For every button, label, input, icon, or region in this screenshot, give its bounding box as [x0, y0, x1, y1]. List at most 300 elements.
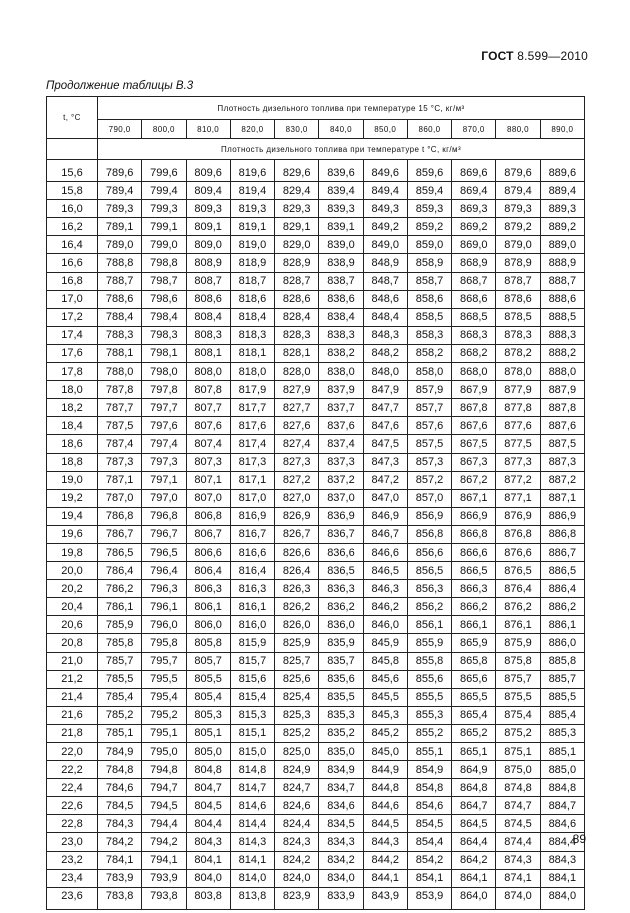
density-cell: 845,9: [363, 634, 407, 652]
density-cell: 824,9: [275, 761, 319, 779]
density-cell: 825,6: [275, 670, 319, 688]
density-cell: 878,3: [496, 326, 540, 344]
density-cell: 788,3: [98, 326, 142, 344]
density-cell: 875,4: [496, 706, 540, 724]
density-cell: 847,5: [363, 435, 407, 453]
density-cell: 836,5: [319, 562, 363, 580]
density15-column-header: 880,0: [496, 120, 540, 139]
density-cell: 846,5: [363, 562, 407, 580]
density-cell: 878,0: [496, 363, 540, 381]
density-cell: 889,2: [540, 218, 584, 236]
density-cell: 847,9: [363, 381, 407, 399]
density-cell: 887,6: [540, 417, 584, 435]
density-cell: 865,1: [452, 743, 496, 761]
density-cell: 847,6: [363, 417, 407, 435]
density-cell: 839,6: [319, 160, 363, 182]
temperature-cell: 19,0: [47, 471, 98, 489]
density-cell: 818,9: [230, 254, 274, 272]
density-cell: 865,6: [452, 670, 496, 688]
density-cell: 825,7: [275, 652, 319, 670]
density-cell: 828,7: [275, 272, 319, 290]
density-cell: 804,3: [186, 833, 230, 851]
density-cell: 878,9: [496, 254, 540, 272]
table-row: [47, 833, 585, 851]
density-cell: 814,7: [230, 779, 274, 797]
density-cell: 885,8: [540, 652, 584, 670]
density-cell: 876,8: [496, 525, 540, 543]
density-cell: 824,7: [275, 779, 319, 797]
density-cell: 846,9: [363, 507, 407, 525]
density-cell: 855,3: [407, 706, 451, 724]
density-cell: 857,3: [407, 453, 451, 471]
density-cell: 848,3: [363, 326, 407, 344]
density-cell: 835,5: [319, 688, 363, 706]
density-cell: 886,2: [540, 598, 584, 616]
density-cell: 828,6: [275, 290, 319, 308]
density-cell: 849,3: [363, 200, 407, 218]
density-cell: 809,4: [186, 182, 230, 200]
density-cell: 795,0: [142, 743, 186, 761]
temperature-cell: 17,4: [47, 326, 98, 344]
density-cell: 818,6: [230, 290, 274, 308]
density-cell: 784,6: [98, 779, 142, 797]
density-cell: 806,8: [186, 507, 230, 525]
table-row: [47, 706, 585, 724]
density-cell: 784,9: [98, 743, 142, 761]
density-cell: 884,4: [540, 833, 584, 851]
density-cell: 805,8: [186, 634, 230, 652]
density-cell: 867,9: [452, 381, 496, 399]
density-cell: 886,5: [540, 562, 584, 580]
density-cell: 818,3: [230, 326, 274, 344]
density-cell: 814,3: [230, 833, 274, 851]
density-cell: 854,1: [407, 869, 451, 887]
density-cell: 798,3: [142, 326, 186, 344]
density-cell: 855,9: [407, 634, 451, 652]
density-cell: 869,3: [452, 200, 496, 218]
density-cell: 846,0: [363, 616, 407, 634]
density-cell: 844,2: [363, 851, 407, 869]
table-row: [47, 743, 585, 761]
density-cell: 826,3: [275, 580, 319, 598]
density-cell: 839,3: [319, 200, 363, 218]
density-cell: 807,8: [186, 381, 230, 399]
density-cell: 793,8: [142, 887, 186, 909]
density-cell: 844,6: [363, 797, 407, 815]
density-cell: 786,7: [98, 525, 142, 543]
density-cell: 796,7: [142, 525, 186, 543]
density-cell: 796,1: [142, 598, 186, 616]
density-cell: 813,8: [230, 887, 274, 909]
density-cell: 786,2: [98, 580, 142, 598]
density-cell: 868,3: [452, 326, 496, 344]
density-cell: 864,0: [452, 887, 496, 909]
table-row: [47, 344, 585, 362]
density-cell: 834,7: [319, 779, 363, 797]
temperature-cell: 15,8: [47, 182, 98, 200]
density-cell: 846,7: [363, 525, 407, 543]
density-cell: 785,2: [98, 706, 142, 724]
temperature-cell: 22,0: [47, 743, 98, 761]
density-cell: 818,7: [230, 272, 274, 290]
density15-column-header: 890,0: [540, 120, 584, 139]
density-cell: 816,6: [230, 543, 274, 561]
density-cell: 854,4: [407, 833, 451, 851]
density-cell: 807,0: [186, 489, 230, 507]
density-cell: 867,8: [452, 399, 496, 417]
density-cell: 805,0: [186, 743, 230, 761]
density-cell: 866,9: [452, 507, 496, 525]
density15-column-header: 850,0: [363, 120, 407, 139]
density-cell: 838,2: [319, 344, 363, 362]
density-cell: 856,2: [407, 598, 451, 616]
density-cell: 879,6: [496, 160, 540, 182]
density-cell: 884,0: [540, 887, 584, 909]
density-cell: 877,1: [496, 489, 540, 507]
density-cell: 825,3: [275, 706, 319, 724]
density-cell: 817,1: [230, 471, 274, 489]
table-row: [47, 471, 585, 489]
density-cell: 885,0: [540, 761, 584, 779]
density-cell: 838,9: [319, 254, 363, 272]
table-row: [47, 435, 585, 453]
temperature-cell: 18,8: [47, 453, 98, 471]
density-cell: 848,2: [363, 344, 407, 362]
density-cell: 875,1: [496, 743, 540, 761]
density-cell: 839,1: [319, 218, 363, 236]
density-cell: 867,3: [452, 453, 496, 471]
density-cell: 808,0: [186, 363, 230, 381]
density-cell: 789,3: [98, 200, 142, 218]
density-cell: 799,3: [142, 200, 186, 218]
density-cell: 837,2: [319, 471, 363, 489]
density-cell: 866,5: [452, 562, 496, 580]
density-cell: 843,9: [363, 887, 407, 909]
density-cell: 836,9: [319, 507, 363, 525]
density-cell: 886,1: [540, 616, 584, 634]
density-cell: 866,1: [452, 616, 496, 634]
density-cell: 785,9: [98, 616, 142, 634]
density-cell: 838,7: [319, 272, 363, 290]
density-cell: 845,0: [363, 743, 407, 761]
density-cell: 794,8: [142, 761, 186, 779]
density-cell: 809,1: [186, 218, 230, 236]
density-cell: 846,2: [363, 598, 407, 616]
table-row: [47, 887, 585, 909]
density-cell: 794,2: [142, 833, 186, 851]
table-row: [47, 399, 585, 417]
density-cell: 786,8: [98, 507, 142, 525]
table-row: [47, 200, 585, 218]
density-cell: 878,5: [496, 308, 540, 326]
density-cell: 798,7: [142, 272, 186, 290]
temperature-cell: 21,2: [47, 670, 98, 688]
density-cell: 877,6: [496, 417, 540, 435]
density-cell: 864,7: [452, 797, 496, 815]
density-cell: 809,3: [186, 200, 230, 218]
density-cell: 827,2: [275, 471, 319, 489]
density-cell: 874,5: [496, 815, 540, 833]
table-row: [47, 160, 585, 182]
density-cell: 877,9: [496, 381, 540, 399]
density-cell: 837,9: [319, 381, 363, 399]
density-cell: 868,7: [452, 272, 496, 290]
density-cell: 798,0: [142, 363, 186, 381]
table-caption: Продолжение таблицы В.3: [46, 80, 194, 92]
table-row: [47, 670, 585, 688]
density-cell: 888,7: [540, 272, 584, 290]
density-cell: 864,1: [452, 869, 496, 887]
densityt-header: Плотность дизельного топлива при температуре t °С, кг/м³: [98, 139, 585, 160]
density-cell: 864,9: [452, 761, 496, 779]
density-cell: 819,4: [230, 182, 274, 200]
density-cell: 844,3: [363, 833, 407, 851]
density-cell: 829,0: [275, 236, 319, 254]
density-cell: 783,9: [98, 869, 142, 887]
table-row: [47, 182, 585, 200]
density-cell: 826,9: [275, 507, 319, 525]
table-row: [47, 598, 585, 616]
density-cell: 859,6: [407, 160, 451, 182]
density-cell: 819,6: [230, 160, 274, 182]
density-cell: 865,2: [452, 724, 496, 742]
density-cell: 817,7: [230, 399, 274, 417]
density-cell: 835,6: [319, 670, 363, 688]
density-cell: 825,4: [275, 688, 319, 706]
density-cell: 885,4: [540, 706, 584, 724]
density-cell: 848,9: [363, 254, 407, 272]
density-cell: 806,0: [186, 616, 230, 634]
density-cell: 868,5: [452, 308, 496, 326]
density-cell: 858,7: [407, 272, 451, 290]
standard-label: ГОСТ: [481, 49, 514, 63]
density-cell: 835,3: [319, 706, 363, 724]
density-cell: 856,9: [407, 507, 451, 525]
density-cell: 885,5: [540, 688, 584, 706]
standard-code: 8.599—2010: [517, 49, 588, 63]
density-cell: 877,8: [496, 399, 540, 417]
density-table: [46, 96, 585, 910]
density-cell: 815,7: [230, 652, 274, 670]
density-cell: 884,3: [540, 851, 584, 869]
density-cell: 878,2: [496, 344, 540, 362]
density-cell: 887,8: [540, 399, 584, 417]
density-cell: 785,8: [98, 634, 142, 652]
density-cell: 827,6: [275, 417, 319, 435]
density-cell: 826,7: [275, 525, 319, 543]
density-cell: 786,5: [98, 543, 142, 561]
density-cell: 805,3: [186, 706, 230, 724]
density-cell: 789,1: [98, 218, 142, 236]
density-cell: 806,4: [186, 562, 230, 580]
density-cell: 844,1: [363, 869, 407, 887]
density-cell: 804,0: [186, 869, 230, 887]
density-cell: 845,5: [363, 688, 407, 706]
table-row: [47, 218, 585, 236]
temperature-cell: 20,6: [47, 616, 98, 634]
density-cell: 824,2: [275, 851, 319, 869]
table-row: [47, 236, 585, 254]
density-cell: 828,1: [275, 344, 319, 362]
density-cell: 786,1: [98, 598, 142, 616]
density-cell: 815,6: [230, 670, 274, 688]
density-cell: 816,9: [230, 507, 274, 525]
density-cell: 789,6: [98, 160, 142, 182]
density-cell: 884,7: [540, 797, 584, 815]
temperature-cell: 22,2: [47, 761, 98, 779]
density-cell: 889,4: [540, 182, 584, 200]
density-cell: 886,4: [540, 580, 584, 598]
density-cell: 826,0: [275, 616, 319, 634]
density-cell: 858,5: [407, 308, 451, 326]
temperature-cell: 23,2: [47, 851, 98, 869]
density-cell: 838,3: [319, 326, 363, 344]
density-cell: 805,7: [186, 652, 230, 670]
density-cell: 808,7: [186, 272, 230, 290]
table-row: [47, 272, 585, 290]
density-cell: 886,8: [540, 525, 584, 543]
density-cell: 814,1: [230, 851, 274, 869]
density-cell: 854,8: [407, 779, 451, 797]
density-cell: 876,9: [496, 507, 540, 525]
density-cell: 818,4: [230, 308, 274, 326]
density-cell: 866,8: [452, 525, 496, 543]
table-row: [47, 254, 585, 272]
density-cell: 787,0: [98, 489, 142, 507]
density-cell: 795,8: [142, 634, 186, 652]
density-cell: 835,9: [319, 634, 363, 652]
density-cell: 834,3: [319, 833, 363, 851]
table-row: [47, 363, 585, 381]
density-cell: 849,2: [363, 218, 407, 236]
density-cell: 815,0: [230, 743, 274, 761]
density-cell: 786,4: [98, 562, 142, 580]
empty-header-cell: [47, 139, 98, 160]
density-cell: 815,9: [230, 634, 274, 652]
temperature-cell: 23,0: [47, 833, 98, 851]
density-cell: 886,0: [540, 634, 584, 652]
density-cell: 807,3: [186, 453, 230, 471]
density-cell: 827,3: [275, 453, 319, 471]
density-cell: 837,6: [319, 417, 363, 435]
density-cell: 846,6: [363, 543, 407, 561]
density-cell: 827,0: [275, 489, 319, 507]
density-cell: 819,0: [230, 236, 274, 254]
density-cell: 784,1: [98, 851, 142, 869]
density-cell: 808,1: [186, 344, 230, 362]
density-cell: 889,3: [540, 200, 584, 218]
temperature-cell: 18,0: [47, 381, 98, 399]
density-cell: 888,6: [540, 290, 584, 308]
density-cell: 885,7: [540, 670, 584, 688]
density-cell: 796,3: [142, 580, 186, 598]
density-cell: 845,2: [363, 724, 407, 742]
density-cell: 789,0: [98, 236, 142, 254]
temperature-cell: 21,6: [47, 706, 98, 724]
density-cell: 853,9: [407, 887, 451, 909]
density-cell: 875,7: [496, 670, 540, 688]
density-cell: 849,4: [363, 182, 407, 200]
density-cell: 857,9: [407, 381, 451, 399]
density-cell: 884,1: [540, 869, 584, 887]
density-cell: 885,3: [540, 724, 584, 742]
density-cell: 876,4: [496, 580, 540, 598]
density-cell: 826,2: [275, 598, 319, 616]
density-cell: 859,0: [407, 236, 451, 254]
density-cell: 787,3: [98, 453, 142, 471]
density15-column-header: 790,0: [98, 120, 142, 139]
density-cell: 847,0: [363, 489, 407, 507]
density-cell: 815,4: [230, 688, 274, 706]
temperature-cell: 17,8: [47, 363, 98, 381]
density-cell: 857,5: [407, 435, 451, 453]
temperature-cell: 22,4: [47, 779, 98, 797]
density-cell: 887,2: [540, 471, 584, 489]
density-cell: 796,5: [142, 543, 186, 561]
density-cell: 838,4: [319, 308, 363, 326]
density-cell: 799,4: [142, 182, 186, 200]
density-cell: 793,9: [142, 869, 186, 887]
density-cell: 886,9: [540, 507, 584, 525]
table-row: [47, 507, 585, 525]
density-cell: 864,2: [452, 851, 496, 869]
temperature-cell: 20,4: [47, 598, 98, 616]
density-cell: 785,5: [98, 670, 142, 688]
density-cell: 817,3: [230, 453, 274, 471]
density-cell: 788,4: [98, 308, 142, 326]
temperature-cell: 21,4: [47, 688, 98, 706]
density-cell: 798,1: [142, 344, 186, 362]
density-cell: 867,2: [452, 471, 496, 489]
density-cell: 856,5: [407, 562, 451, 580]
density-cell: 806,6: [186, 543, 230, 561]
density-cell: 807,4: [186, 435, 230, 453]
density15-column-header: 860,0: [407, 120, 451, 139]
density-cell: 849,6: [363, 160, 407, 182]
temperature-cell: 17,2: [47, 308, 98, 326]
density-cell: 795,2: [142, 706, 186, 724]
density-cell: 856,8: [407, 525, 451, 543]
density-cell: 795,1: [142, 724, 186, 742]
density-cell: 848,0: [363, 363, 407, 381]
density-cell: 866,6: [452, 543, 496, 561]
temperature-cell: 16,4: [47, 236, 98, 254]
density-cell: 834,2: [319, 851, 363, 869]
density-cell: 808,3: [186, 326, 230, 344]
density-cell: 794,1: [142, 851, 186, 869]
density-cell: 867,5: [452, 435, 496, 453]
density-cell: 797,3: [142, 453, 186, 471]
density-cell: 888,0: [540, 363, 584, 381]
density-cell: 858,0: [407, 363, 451, 381]
density-cell: 838,6: [319, 290, 363, 308]
density-cell: 784,5: [98, 797, 142, 815]
table-row: [47, 779, 585, 797]
density-cell: 879,3: [496, 200, 540, 218]
density-cell: 834,0: [319, 869, 363, 887]
table-row: [47, 761, 585, 779]
density-cell: 856,6: [407, 543, 451, 561]
density-cell: 878,6: [496, 290, 540, 308]
density-cell: 864,5: [452, 815, 496, 833]
density-cell: 849,0: [363, 236, 407, 254]
temperature-cell: 19,6: [47, 525, 98, 543]
density-cell: 829,3: [275, 200, 319, 218]
density-cell: 797,6: [142, 417, 186, 435]
density-cell: 829,6: [275, 160, 319, 182]
density-cell: 869,0: [452, 236, 496, 254]
density-cell: 788,6: [98, 290, 142, 308]
